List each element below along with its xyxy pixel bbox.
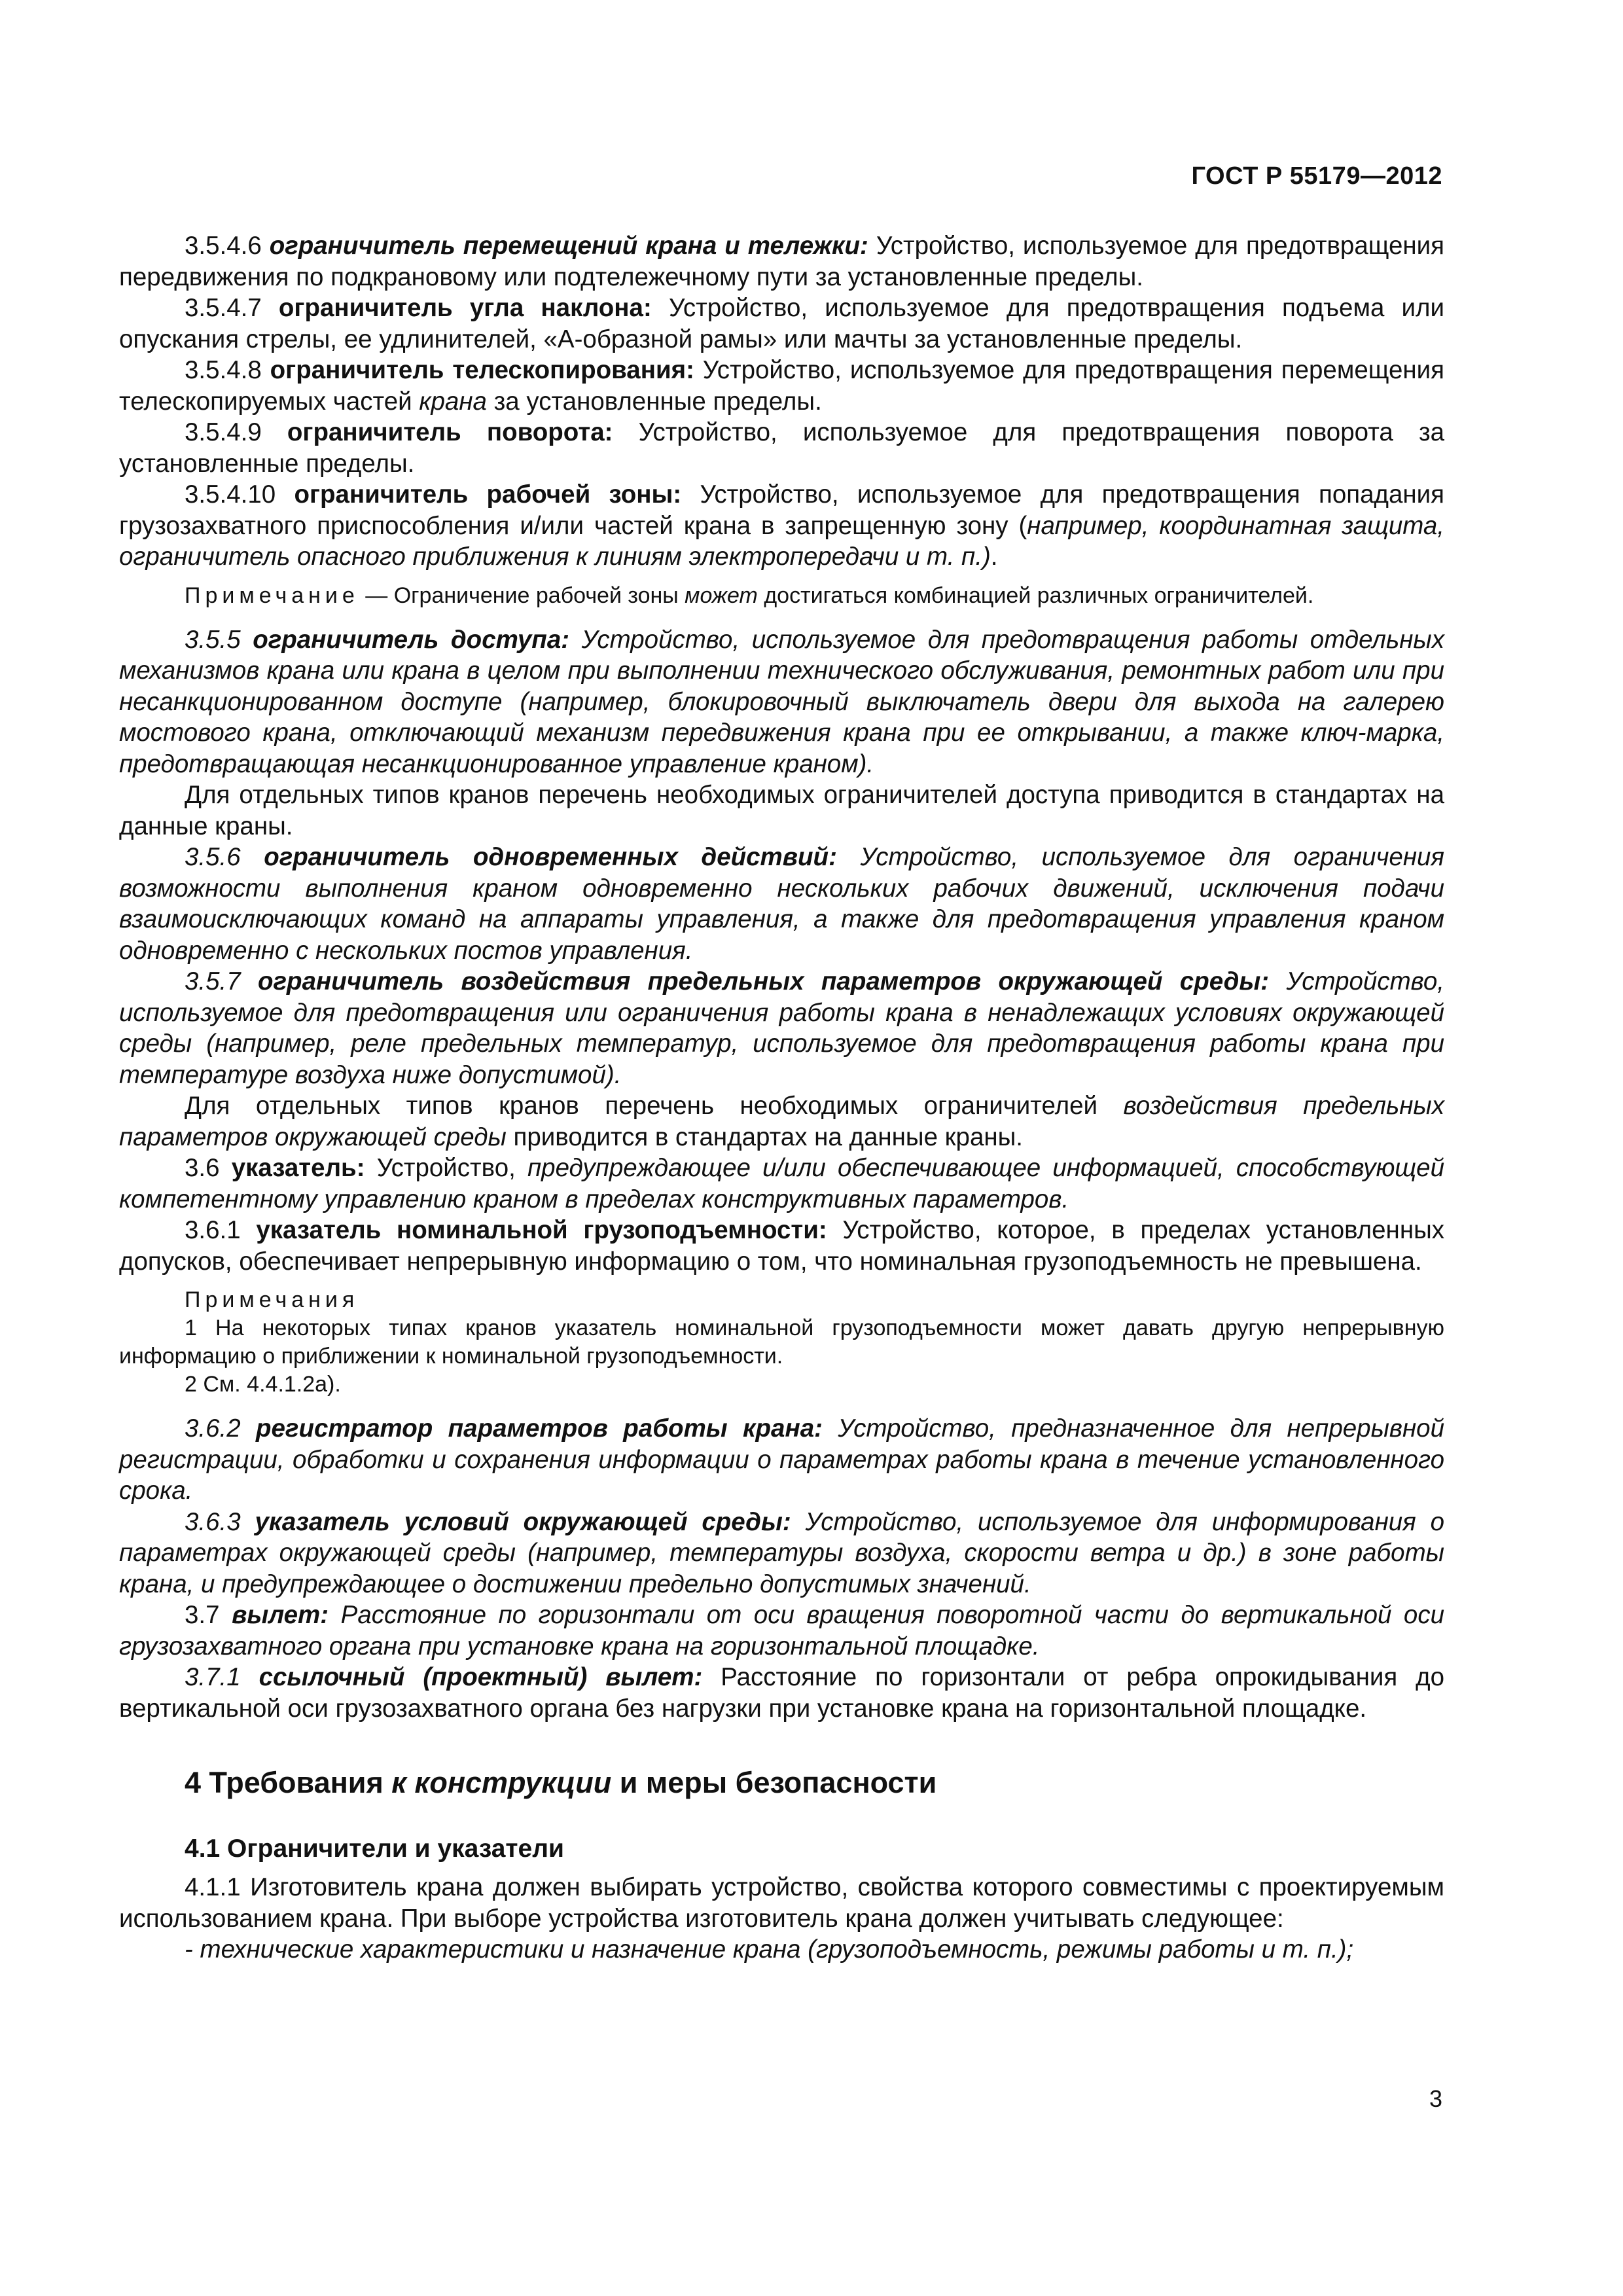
note-working-zone	[119, 582, 1444, 610]
definition-end: за установленные пределы.	[486, 387, 822, 416]
definition: Устройство, используемое для предотвращения попадания грузозахватного приспособления и/или частей крана в запрещенную зону (	[119, 480, 1444, 540]
definition: Устройство, используемое для ограничения возможности выполнения краном одновременно нескольких рабочих движений, исключения подачи взаимоисключающих команд на аппараты управления, а также для предотвращения управления краном одновременно с нескольких постов управления.	[119, 843, 1444, 965]
clause-number: 3.7	[185, 1601, 232, 1629]
clause-number: 3.6.2	[185, 1414, 256, 1443]
definition: Устройство, используемое для предотвращения работы отдельных механизмов крана или крана в целом при выполнении технического обслуживания, ремонтных работ или при несанкционированном доступе (например, блокировочный выключатель двери для выхода на галерею мостового крана, отключающий механизм передвижения крана при ее открывании, а также ключ-марка, предотвращающая несанкционированное управление краном).	[119, 625, 1444, 778]
paragraph-3-6-2	[119, 1413, 1444, 1507]
paragraph-3-7-1	[119, 1662, 1444, 1724]
definition: Устройство,	[365, 1154, 527, 1182]
definition: Устройство, предназначенное для непрерывной регистрации, обработки и сохранения информации о параметрах работы крана в течение установленного срока.	[119, 1414, 1445, 1505]
definition-end: .	[990, 543, 998, 571]
note-text-italic: может	[685, 583, 758, 608]
heading-text-italic: к конструкции	[391, 1766, 612, 1799]
definition-italic: крана	[419, 387, 487, 416]
clause-number: 3.5.5	[185, 625, 253, 654]
paragraph-access-limiters-list: Для отдельных типов кранов перечень необходимых ограничителей доступа приводится в стандартах на данные краны.	[119, 781, 1444, 840]
section-4-1-heading: 4.1 Ограничители и указатели	[185, 1835, 564, 1863]
note-text-end: достигаться комбинацией различных ограничителей.	[757, 583, 1314, 608]
definition-italic: предупреждающее и/или обеспечивающее информацией, способствующей компетентному управлению краном в пределах конструктивных параметров.	[119, 1154, 1444, 1213]
term: указатель номинальной грузоподъемности:	[256, 1216, 827, 1244]
section-4-heading	[119, 1763, 1444, 1803]
notes-label: Примечания	[185, 1287, 359, 1312]
term: ограничитель доступа:	[253, 625, 570, 654]
clause-number: 3.6	[185, 1154, 232, 1182]
clause-number: 3.5.7	[185, 967, 258, 996]
term: ограничитель рабочей зоны:	[294, 480, 682, 509]
definition: Устройство, используемое для информирования о параметрах окружающей среды (например, температуры воздуха, скорости ветра и др.) в зоне работы крана, и предупреждающее о достижении предельно допустимых значений.	[119, 1507, 1445, 1598]
definition: Устройство, используемое для предотвращения подъема или опускания стрелы, ее удлинителей, «А-образной рамы» или мачты за установленные пределы.	[119, 294, 1444, 353]
paragraph-3-5-4-10	[119, 479, 1444, 573]
clause-number: 3.5.4.8	[185, 356, 270, 384]
clause-number: 3.6.1	[185, 1216, 257, 1244]
note-item-1: 1 На некоторых типах кранов указатель номинальной грузоподъемности может давать другую непрерывную информацию о приближении к номинальной грузоподъемности.	[119, 1316, 1444, 1369]
document-body	[119, 230, 1444, 1965]
clause-number: 3.6.3	[185, 1507, 255, 1536]
definition: Устройство, используемое для предотвращения перемещения телескопируемых частей	[119, 356, 1444, 416]
term: ограничитель перемещений крана и тележки:	[269, 232, 868, 260]
definition: Устройство, используемое для предотвращения или ограничения работы крана в ненадлежащих условиях окружающей среды (например, реле предельных температур, используемое для предотвращения работы крана при температуре воздуха ниже допустимой).	[119, 967, 1445, 1089]
term: указатель условий окружающей среды:	[255, 1507, 791, 1536]
paragraph-3-5-6	[119, 842, 1444, 966]
definition: Устройство, которое, в пределах установленных допусков, обеспечивает непрерывную информацию о том, что номинальная грузоподъемность не превышена.	[119, 1216, 1445, 1276]
note-text: — Ограничение рабочей зоны	[359, 583, 685, 608]
heading-text: 4 Требования	[185, 1766, 392, 1799]
notes-heading	[119, 1286, 1444, 1314]
paragraph-3-5-7	[119, 966, 1444, 1090]
definition: Расстояние по горизонтали от ребра опрокидывания до вертикальной оси грузозахватного органа без нагрузки при установке крана на горизонтальной площадке.	[119, 1663, 1444, 1723]
list-item-technical-characteristics: - технические характеристики и назначение крана (грузоподъемность, режимы работы и т. п.);	[185, 1935, 1354, 1964]
paragraph-environment-limiters-list	[119, 1090, 1444, 1153]
clause-number: 3.5.4.7	[185, 294, 279, 322]
term: указатель:	[231, 1154, 365, 1182]
term: вылет:	[232, 1601, 329, 1629]
clause-number: 3.5.4.9	[185, 418, 287, 446]
term: ограничитель воздействия предельных параметров окружающей среды:	[257, 967, 1270, 996]
document-header: ГОСТ Р 55179—2012	[1191, 162, 1442, 190]
paragraph-3-5-5	[119, 624, 1444, 780]
term: ограничитель поворота:	[287, 418, 613, 446]
term: ограничитель одновременных действий:	[264, 843, 837, 871]
term: ограничитель телескопирования:	[270, 356, 694, 384]
paragraph-3-6-3	[119, 1507, 1444, 1600]
paragraph-3-6	[119, 1153, 1444, 1215]
term: регистратор параметров работы крана:	[255, 1414, 823, 1443]
page-number: 3	[1429, 2085, 1442, 2112]
paragraph-3-5-4-8	[119, 355, 1444, 417]
clause-number: 3.5.6	[185, 843, 264, 871]
clause-number: 3.5.4.10	[185, 480, 294, 509]
definition: Устройство, используемое для предотвращения поворота за установленные пределы.	[119, 418, 1445, 478]
paragraph-3-5-4-7	[119, 293, 1444, 355]
paragraph-3-6-1	[119, 1215, 1444, 1277]
paragraph-3-5-4-9	[119, 417, 1444, 479]
note-item-2: 2 См. 4.4.1.2а).	[185, 1372, 341, 1397]
paragraph-4-1-1: 4.1.1 Изготовитель крана должен выбирать устройство, свойства которого совместимы с проектируемым использованием крана. При выборе устройства изготовитель крана должен учитывать следующее:	[119, 1873, 1444, 1933]
paragraph-3-5-4-6	[119, 230, 1444, 293]
clause-number: 3.5.4.6	[185, 232, 270, 260]
text: Для отдельных типов кранов перечень необходимых ограничителей	[185, 1092, 1124, 1120]
term: ссылочный (проектный) вылет:	[259, 1663, 703, 1691]
text-italic: воздействия предельных параметров окружающей среды	[119, 1092, 1444, 1151]
definition-italic: например, координатная защита, ограничитель опасного приближения к линиям электропередачи и т. п.)	[119, 511, 1445, 571]
heading-text-end: и меры безопасности	[611, 1766, 937, 1799]
definition: Расстояние по горизонтали от оси вращения поворотной части до вертикальной оси грузозахватного органа при установке крана на горизонтальной площадке.	[119, 1601, 1445, 1660]
text-end: приводится в стандартах на данные краны.	[506, 1122, 1023, 1151]
definition: Устройство, используемое для предотвращения передвижения по подкрановому или подтележечному пути за установленные пределы.	[119, 232, 1444, 291]
term: ограничитель угла наклона:	[278, 294, 652, 322]
paragraph-3-7	[119, 1600, 1444, 1662]
clause-number: 3.7.1	[185, 1663, 259, 1691]
note-label: Примечание	[185, 583, 359, 608]
